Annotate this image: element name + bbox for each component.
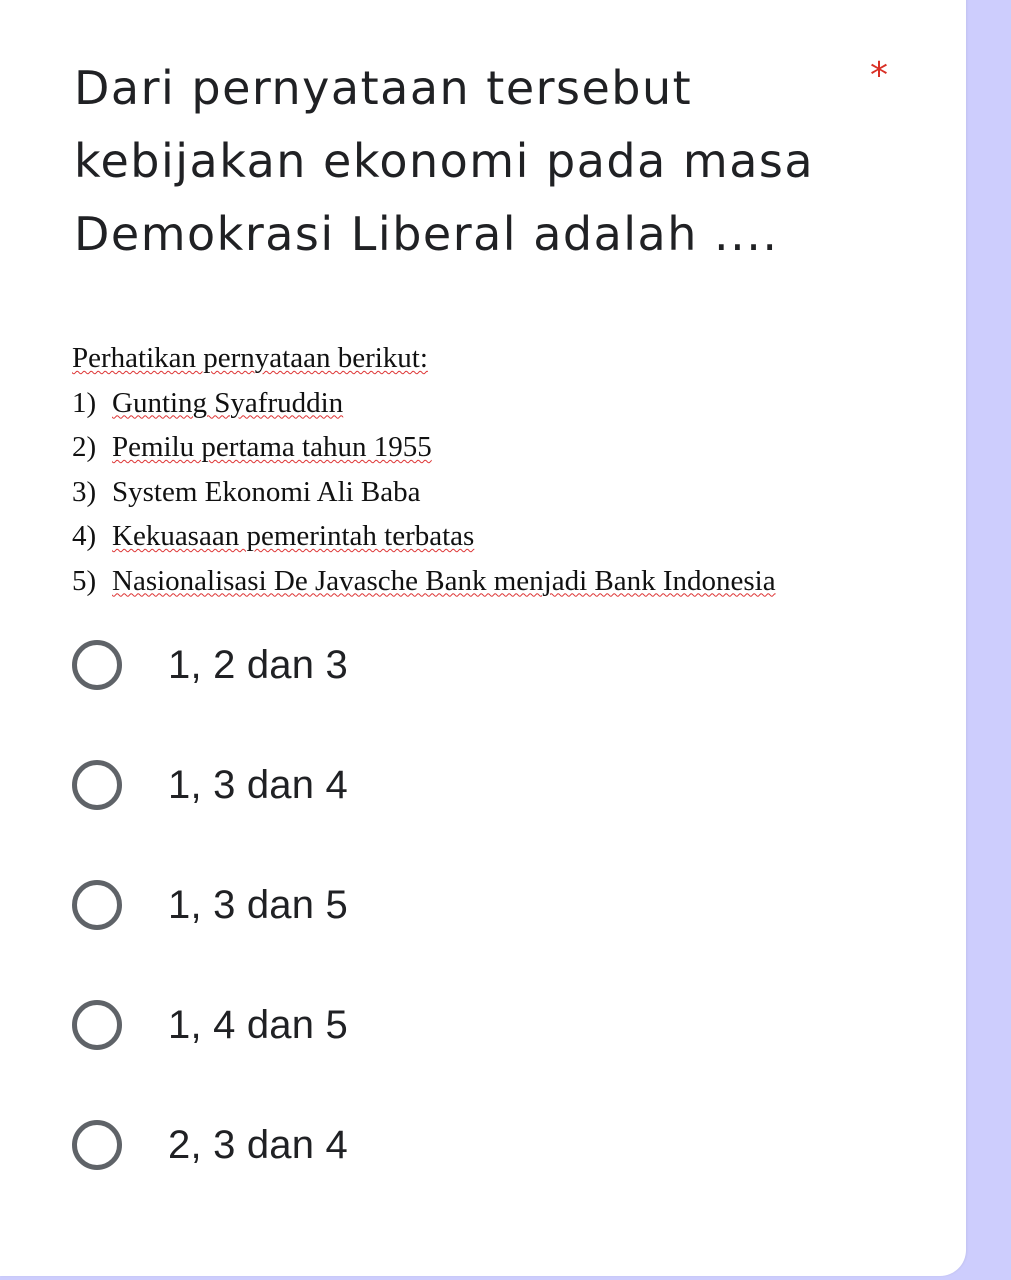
question-title-line: kebijakan ekonomi pada masa [74, 134, 815, 188]
question-title-line: Demokrasi Liberal adalah .... [74, 207, 779, 261]
radio-option-3[interactable] [72, 875, 348, 935]
statement-heading: Perhatikan pernyataan berikut: [72, 342, 428, 374]
radio-circle-icon[interactable] [72, 640, 122, 690]
statement-item [72, 425, 952, 470]
question-image [72, 336, 952, 603]
statement-item [72, 559, 952, 604]
radio-circle-icon[interactable] [72, 760, 122, 810]
statement-item [72, 514, 952, 559]
statement-text: System Ekonomi Ali Baba [112, 475, 421, 508]
radio-option-label[interactable]: 1, 3 dan 5 [168, 882, 348, 927]
statement-text: Gunting Syafruddin [112, 386, 344, 419]
radio-option-label[interactable]: 2, 3 dan 4 [168, 1122, 348, 1167]
radio-option-5[interactable] [72, 1115, 348, 1175]
statement-item [72, 470, 952, 515]
radio-option-4[interactable] [72, 995, 348, 1055]
statement-text: Nasionalisasi De Javasche Bank menjadi Bank Indonesia [112, 564, 776, 597]
required-marker: * [870, 55, 888, 96]
statement-text: Pemilu pertama tahun 1955 [112, 431, 432, 463]
question-title-line: Dari pernyataan tersebut [74, 61, 693, 115]
radio-option-2[interactable] [72, 755, 348, 815]
radio-circle-icon[interactable] [72, 880, 122, 930]
statement-item [72, 381, 952, 426]
question-title [74, 52, 854, 271]
radio-circle-icon[interactable] [72, 1120, 122, 1170]
statement-number: 3) [72, 475, 97, 508]
radio-option-label[interactable]: 1, 3 dan 4 [168, 762, 348, 807]
radio-option-1[interactable] [72, 635, 348, 695]
statement-number: 4) [72, 520, 97, 552]
statement-text: Kekuasaan pemerintah terbatas [112, 520, 475, 552]
radio-option-label[interactable]: 1, 4 dan 5 [168, 1002, 348, 1047]
statement-number: 5) [72, 564, 97, 597]
radio-option-label[interactable]: 1, 2 dan 3 [168, 642, 348, 687]
statement-number: 1) [72, 386, 97, 419]
statement-number: 2) [72, 431, 97, 463]
radio-circle-icon[interactable] [72, 1000, 122, 1050]
